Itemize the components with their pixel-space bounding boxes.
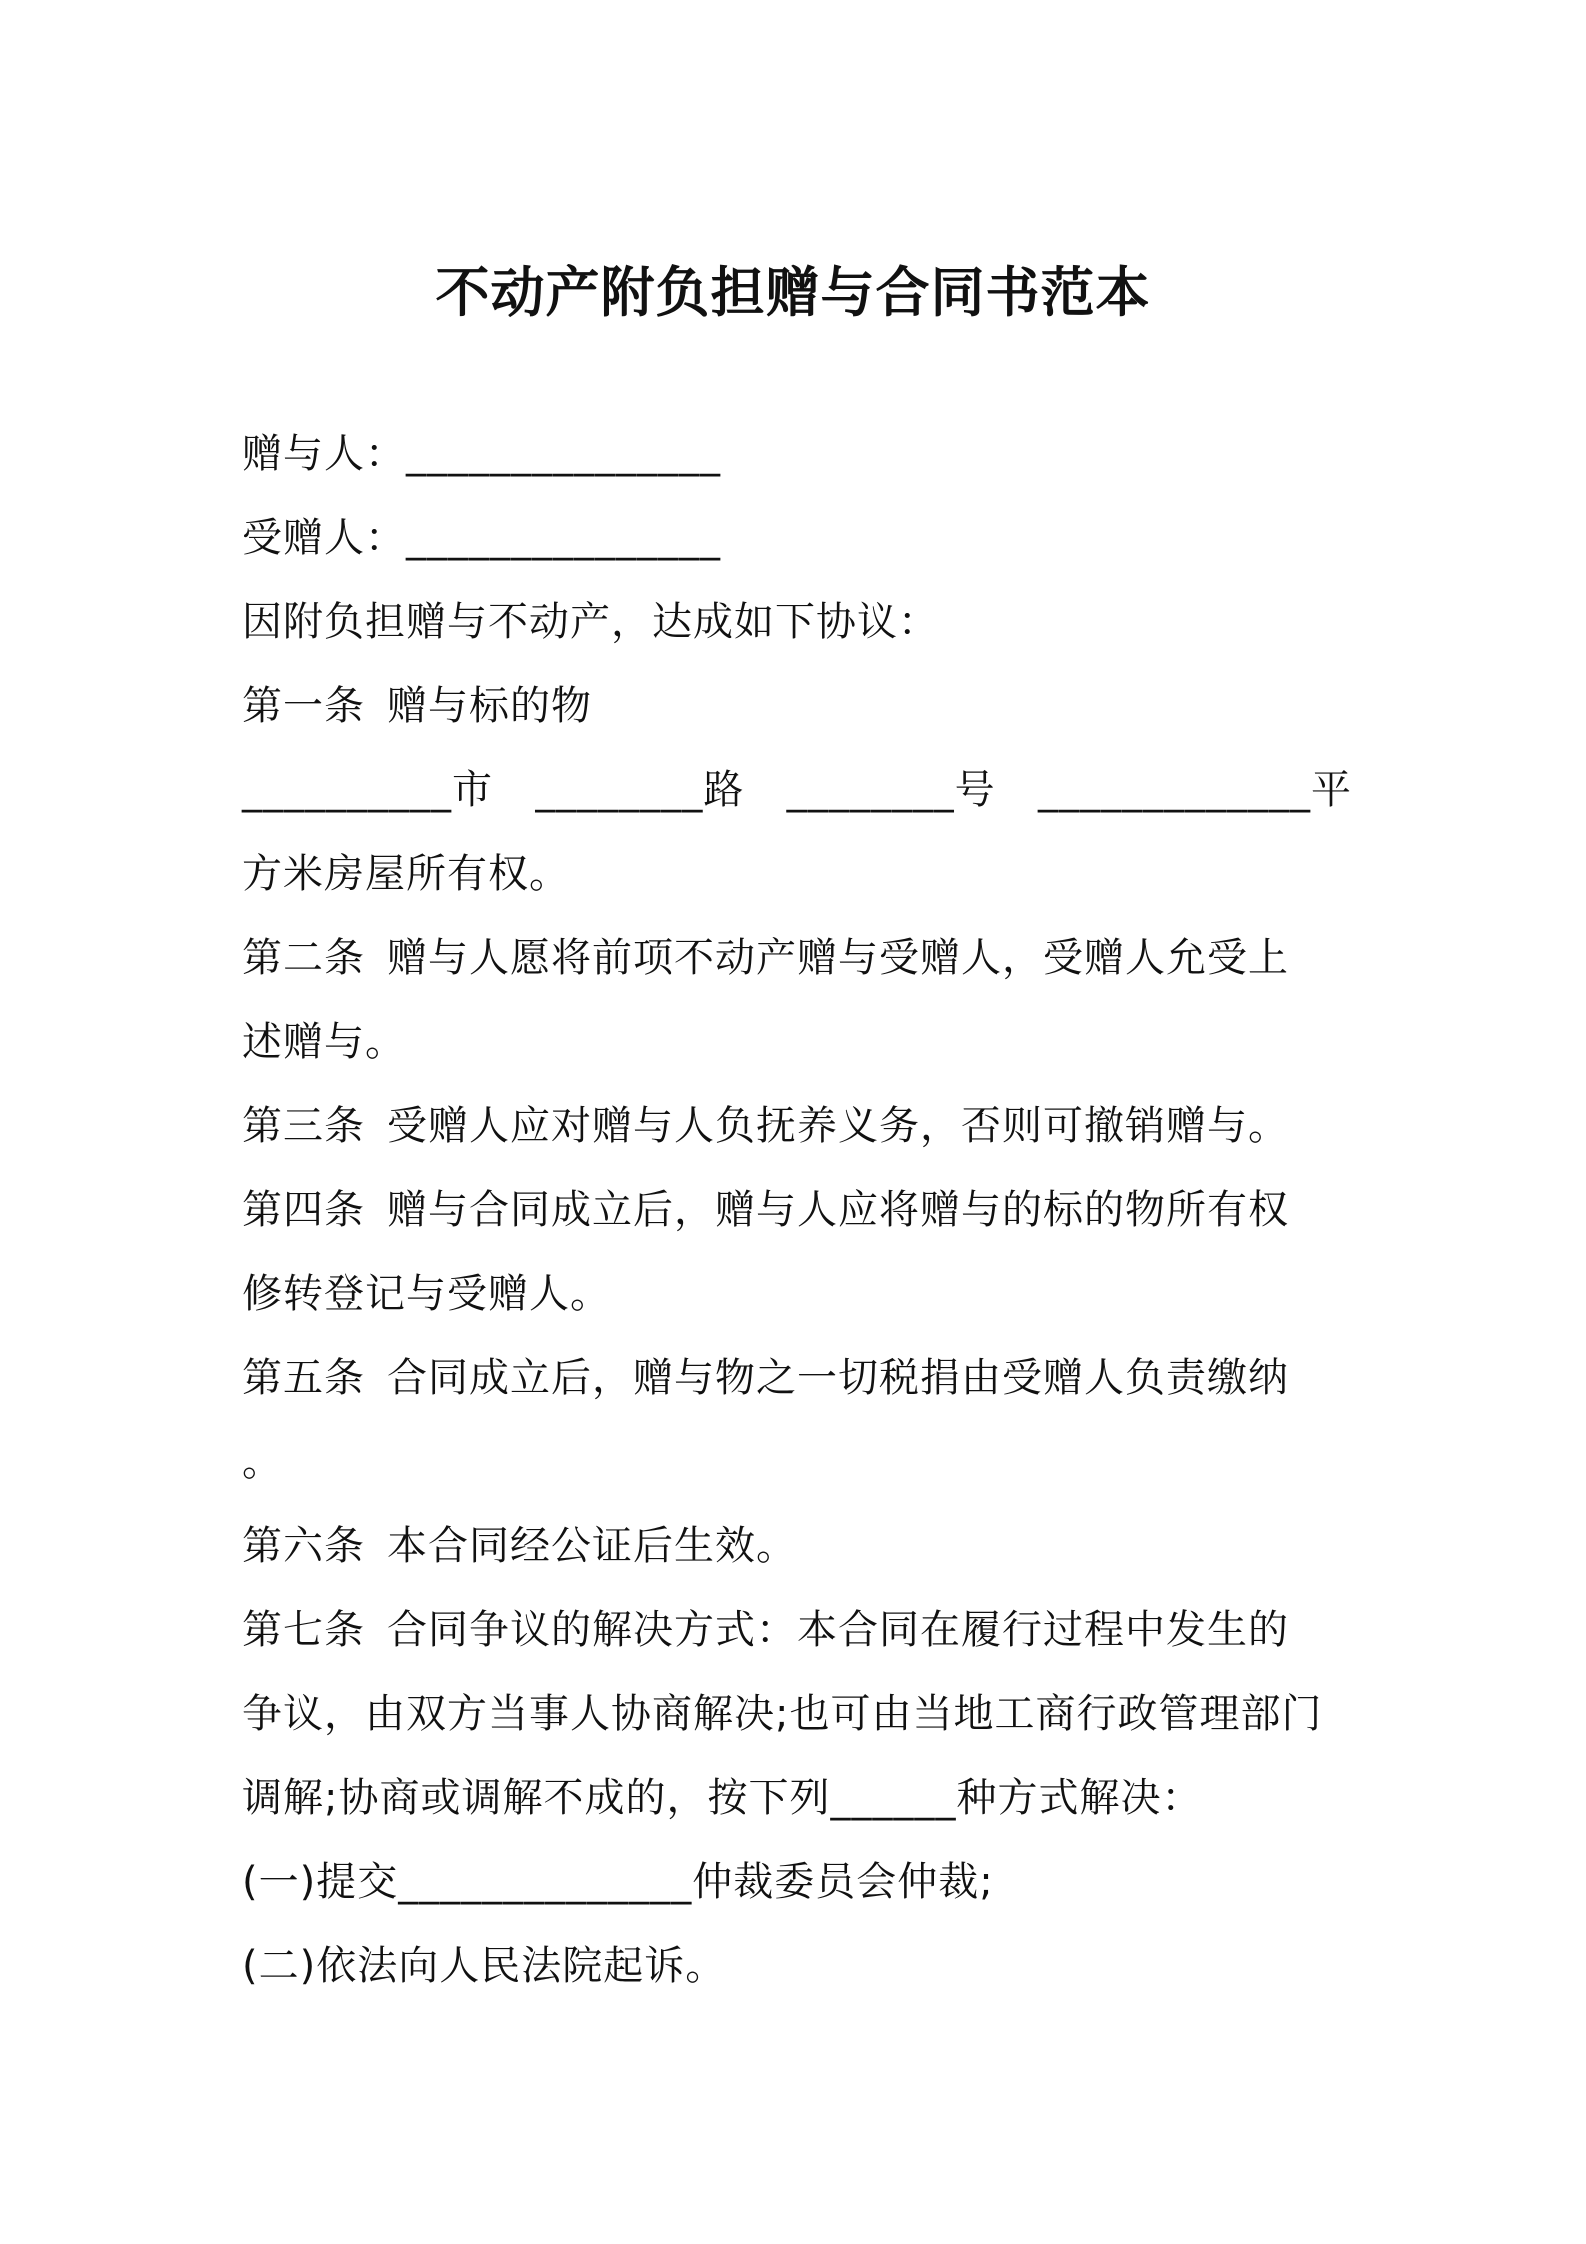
article-5-text: 合同成立后，赠与物之一切税捐由受赠人负责缴纳 [387,1355,1289,1401]
donor-line: 赠与人：_______________ [242,431,721,477]
article-2-text: 赠与人愿将前项不动产赠与受赠人，受赠人允受上 [387,935,1289,981]
article-7-text: 合同争议的解决方式：本合同在履行过程中发生的 [387,1607,1289,1653]
article-4-text: 赠与合同成立后，赠与人应将赠与的标的物所有权 [387,1187,1289,1233]
article-6-heading: 第六条 [242,1523,365,1569]
address-number: ________号 [786,767,996,813]
article-4-heading: 第四条 [242,1187,365,1233]
article-3-heading: 第三条 [242,1103,365,1149]
article-1-text: 赠与标的物 [387,683,592,729]
article-7-option-1: (一)提交______________仲裁委员会仲裁; [242,1859,994,1905]
address-city: __________市 [242,767,493,813]
article-2-heading: 第二条 [242,935,365,981]
article-5 [242,1336,1362,1420]
document-title: 不动产附负担赠与合同书范本 [435,261,1151,324]
article-7-heading: 第七条 [242,1607,365,1653]
article-7-cont-2: 调解;协商或调解不成的，按下列______种方式解决： [242,1775,1203,1821]
donee-line: 受赠人：_______________ [242,515,721,561]
article-6 [242,1504,1362,1588]
article-4 [242,1168,1362,1252]
address-area: _____________平 [1037,767,1352,813]
article-1-heading: 第一条 [242,683,365,729]
article-1-address [242,748,1352,832]
article-2 [242,916,1362,1000]
article-5-cont: 。 [242,1439,283,1485]
article-3 [242,1084,1362,1168]
contract-body [242,412,1362,2008]
article-3-text: 受赠人应对赠与人负抚养义务，否则可撤销赠与。 [387,1103,1289,1149]
article-7 [242,1588,1362,1672]
article-6-text: 本合同经公证后生效。 [387,1523,797,1569]
article-1 [242,664,1362,748]
article-5-heading: 第五条 [242,1355,365,1401]
address-road: ________路 [535,767,745,813]
article-7-option-2: (二)依法向人民法院起诉。 [242,1943,727,1989]
article-2-cont: 述赠与。 [242,1019,406,1065]
article-4-cont: 修转登记与受赠人。 [242,1271,611,1317]
intro-line: 因附负担赠与不动产，达成如下协议： [242,599,939,645]
article-7-cont-1: 争议，由双方当事人协商解决;也可由当地工商行政管理部门 [242,1691,1323,1737]
article-1-address-cont: 方米房屋所有权。 [242,851,570,897]
